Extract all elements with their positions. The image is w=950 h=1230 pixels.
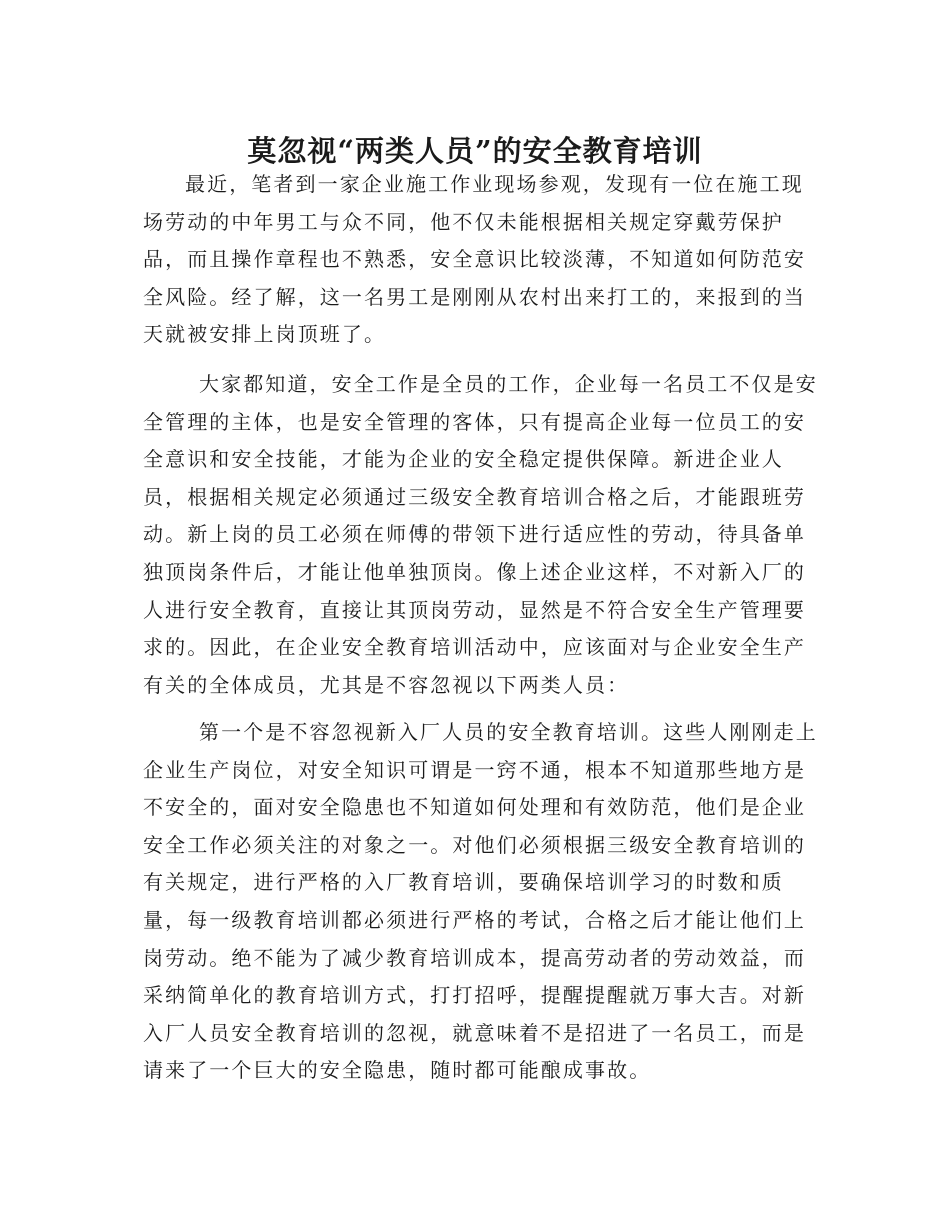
paragraph-line: 请来了一个巨大的安全隐患，随时都可能酿成事故。 [143, 1058, 652, 1083]
paragraph-line: 动。新上岗的员工必须在师傅的带领下进行适应性的劳动，待具备单 [143, 522, 806, 547]
paragraph-line: 采纳简单化的教育培训方式，打打招呼，提醒提醒就万事大吉。对新 [143, 983, 806, 1008]
paragraph-line: 岗劳动。绝不能为了减少教育培训成本，提高劳动者的劳动效益，而 [143, 945, 806, 970]
paragraph-line: 天就被安排上岗顶班了。 [143, 322, 387, 347]
paragraph-line: 有关规定，进行严格的入厂教育培训，要确保培训学习的时数和质 [143, 870, 784, 895]
paragraph-line: 大家都知道，安全工作是全员的工作，企业每一名员工不仅是安 [199, 372, 818, 396]
paragraph-line: 品，而且操作章程也不熟悉，安全意识比较淡薄，不知道如何防范安 [143, 247, 806, 272]
paragraph-1 [143, 166, 807, 354]
paragraph-line: 独顶岗条件后，才能让他单独顶岗。像上述企业这样，不对新入厂的 [143, 559, 806, 584]
paragraph-line: 员，根据相关规定必须通过三级安全教育培训合格之后，才能跟班劳 [143, 484, 806, 509]
paragraph-line: 全风险。经了解，这一名男工是刚刚从农村出来打工的，来报到的当 [143, 284, 806, 309]
paragraph-line: 有关的全体成员，尤其是不容忽视以下两类人员： [143, 672, 630, 697]
paragraph-line: 不安全的，面对安全隐患也不知道如何处理和有效防范，他们是企业 [143, 795, 806, 820]
document-title: 莫忽视“两类人员”的安全教育培训 [247, 134, 703, 169]
paragraph-line: 全管理的主体，也是安全管理的客体，只有提高企业每一位员工的安 [143, 409, 806, 434]
paragraph-line: 人进行安全教育，直接让其顶岗劳动，显然是不符合安全生产管理要 [143, 597, 806, 622]
paragraph-2 [143, 366, 818, 704]
paragraph-line: 场劳动的中年男工与众不同，他不仅未能根据相关规定穿戴劳保护 [143, 209, 784, 234]
paragraph-line: 第一个是不容忽视新入厂人员的安全教育培训。这些人刚刚走上 [199, 720, 818, 744]
paragraph-line: 全意识和安全技能，才能为企业的安全稳定提供保障。新进企业人 [143, 447, 784, 472]
paragraph-line: 求的。因此，在企业安全教育培训活动中，应该面对与企业安全生产 [143, 635, 806, 660]
paragraph-line: 最近，笔者到一家企业施工作业现场参观，发现有一位在施工现 [185, 172, 804, 196]
paragraph-line: 入厂人员安全教育培训的忽视，就意味着不是招进了一名员工，而是 [143, 1020, 806, 1045]
paragraph-line: 安全工作必须关注的对象之一。对他们必须根据三级安全教育培训的 [143, 832, 806, 857]
paragraph-3 [143, 714, 818, 1090]
paragraph-line: 量，每一级教育培训都必须进行严格的考试，合格之后才能让他们上 [143, 907, 806, 932]
paragraph-line: 企业生产岗位，对安全知识可谓是一窍不通，根本不知道那些地方是 [143, 757, 806, 782]
